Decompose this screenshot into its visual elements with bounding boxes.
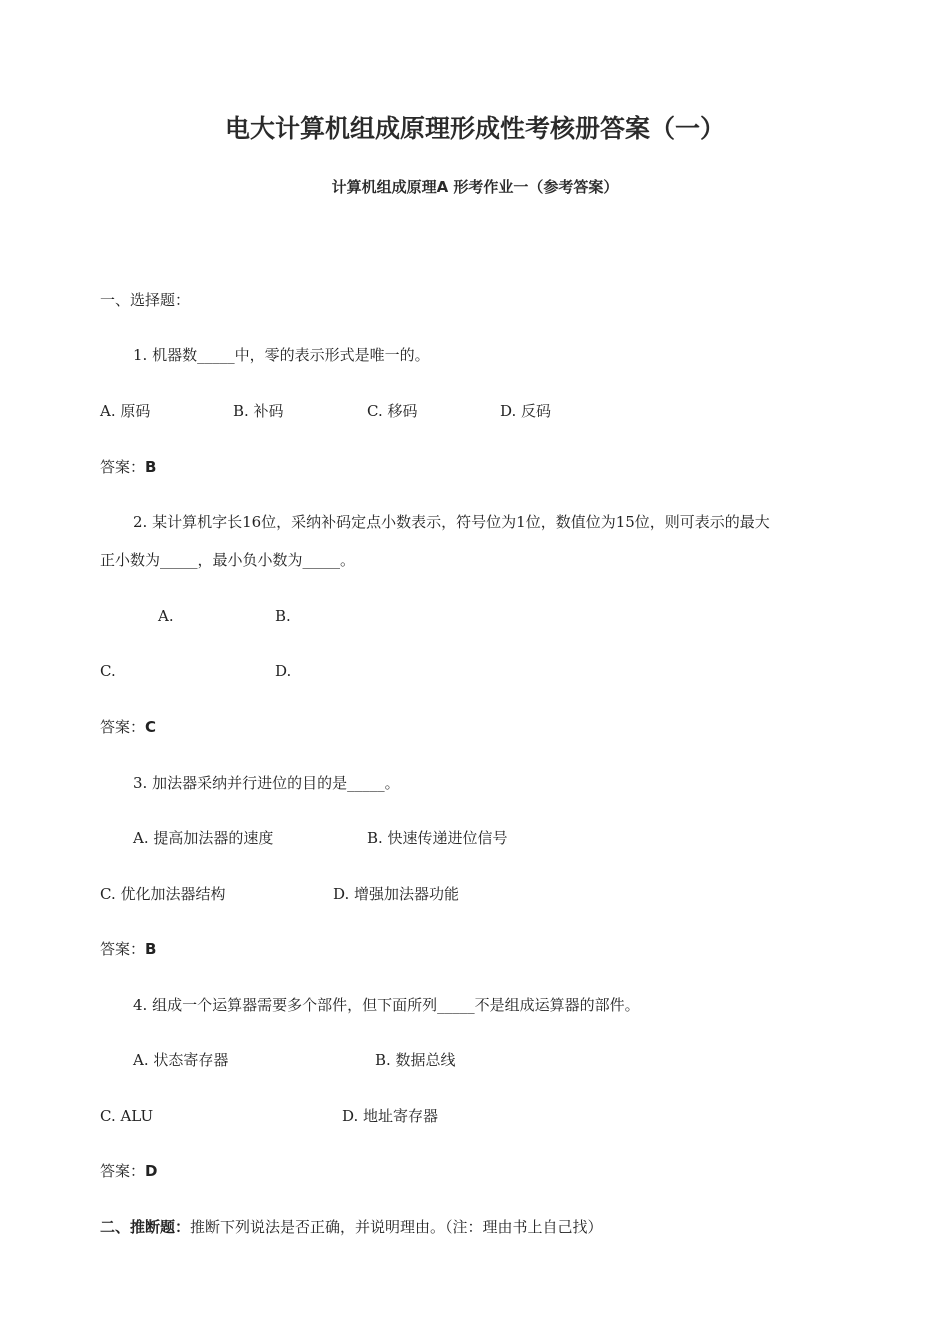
- answer-label: 答案：: [100, 718, 146, 736]
- question-4-answer: [100, 1161, 157, 1181]
- question-1-option-a: A. 原码: [100, 402, 151, 420]
- answer-value: D: [145, 1162, 158, 1180]
- question-4-option-b: B. 数据总线: [375, 1051, 456, 1069]
- question-3-option-d: D. 增强加法器功能: [333, 885, 460, 903]
- question-4-option-a: A. 状态寄存器: [133, 1051, 229, 1069]
- question-3-option-a: A. 提高加法器的速度: [133, 829, 274, 847]
- document-title: 电大计算机组成原理形成性考核册答案（一）: [224, 114, 725, 143]
- question-2-stem-line2: 正小数为_____，最小负小数为_____。: [100, 551, 356, 569]
- question-3-stem: 3. 加法器采纳并行进位的目的是_____。: [133, 774, 400, 792]
- section-heading-choice: 一、选择题：: [100, 291, 191, 309]
- question-2-option-a: A.: [158, 607, 174, 625]
- answer-value: C: [145, 718, 157, 736]
- answer-label: 答案：: [100, 1162, 146, 1180]
- document-subtitle: 计算机组成原理A 形考作业一（参考答案）: [331, 178, 619, 196]
- question-3-option-c: C. 优化加法器结构: [100, 885, 226, 903]
- answer-label: 答案：: [100, 458, 146, 476]
- question-2-option-d: D.: [275, 662, 292, 680]
- question-1-option-c: C. 移码: [367, 402, 418, 420]
- question-1-option-b: B. 补码: [233, 402, 284, 420]
- question-3-answer: [100, 939, 156, 959]
- question-3-option-b: B. 快速传递进位信号: [367, 829, 508, 847]
- question-2-option-c: C.: [100, 662, 116, 680]
- question-2-stem-line1: 2. 某计算机字长16位，采纳补码定点小数表示，符号位为1位，数值位为15位，则可表示的最大: [133, 513, 770, 531]
- section-heading-judgement: [100, 1217, 603, 1237]
- section-2-label: 二、推断题：: [100, 1218, 191, 1236]
- answer-value: B: [145, 458, 157, 476]
- question-4-stem: 4. 组成一个运算器需要多个部件，但下面所列_____不是组成运算器的部件。: [133, 996, 640, 1014]
- question-1-option-d: D. 反码: [500, 402, 552, 420]
- question-4-option-c: C. ALU: [100, 1107, 154, 1125]
- question-2-answer: [100, 717, 156, 737]
- question-4-option-d: D. 地址寄存器: [342, 1107, 439, 1125]
- answer-label: 答案：: [100, 940, 146, 958]
- question-1-answer: [100, 457, 156, 477]
- question-2-option-b: B.: [275, 607, 291, 625]
- answer-value: B: [145, 940, 157, 958]
- section-2-instructions: 推断下列说法是否正确，并说明理由。（注：理由书上自己找）: [190, 1218, 603, 1236]
- question-1-stem: 1. 机器数_____中，零的表示形式是唯一的。: [133, 346, 430, 364]
